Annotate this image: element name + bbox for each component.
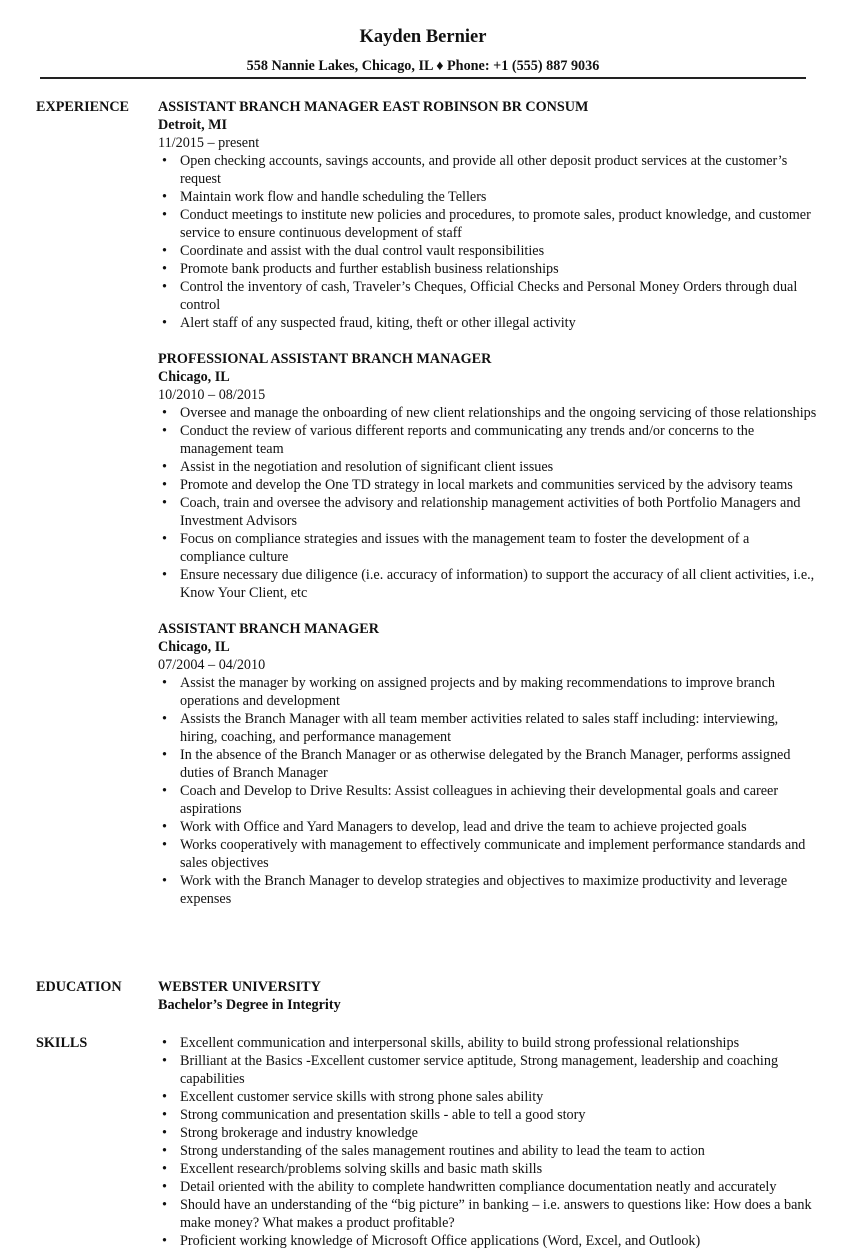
list-item: • Work with Office and Yard Managers to develop, lead and drive the team to achieve projected goals [158, 818, 818, 836]
list-item: • Strong communication and presentation skills - able to tell a good story [158, 1106, 818, 1124]
list-item: • Assists the Branch Manager with all team member activities related to sales staff including: interviewing, hiring, coaching, and performance management [158, 710, 818, 746]
list-item: • Alert staff of any suspected fraud, kiting, theft or other illegal activity [158, 314, 818, 332]
list-item: • Works cooperatively with management to effectively communicate and implement performance standards and sales objectives [158, 836, 818, 872]
degree: Bachelor’s Degree in Integrity [158, 997, 341, 1013]
list-item: • Should have an understanding of the “big picture” in banking – i.e. answers to questions like: How does a bank make money? What makes a product profitable? [158, 1196, 818, 1232]
list-item: • Open checking accounts, savings accounts, and provide all other deposit product services at the customer’s request [158, 152, 818, 188]
job-bullets [158, 404, 818, 602]
list-item: • Control the inventory of cash, Traveler’s Cheques, Official Checks and Personal Money Orders through dual control [158, 278, 818, 314]
job-location: Chicago, IL [158, 369, 230, 385]
skills-list [158, 1034, 818, 1250]
job-dates: 11/2015 – present [158, 135, 260, 151]
list-item: • Excellent communication and interpersonal skills, ability to build strong professional relationships [158, 1034, 818, 1052]
job-title: ASSISTANT BRANCH MANAGER [158, 621, 379, 637]
list-item: • Strong understanding of the sales management routines and ability to lead the team to action [158, 1142, 818, 1160]
list-item: • Proficient working knowledge of Microsoft Office applications (Word, Excel, and Outlook) [158, 1232, 818, 1250]
job-location: Detroit, MI [158, 117, 228, 133]
candidate-name: Kayden Bernier [359, 27, 487, 47]
job-dates: 10/2010 – 08/2015 [158, 387, 266, 403]
job-title: ASSISTANT BRANCH MANAGER EAST ROBINSON BR CONSUM [158, 99, 589, 115]
job-entry [158, 620, 818, 908]
list-item: • Focus on compliance strategies and issues with the management team to foster the development of a compliance culture [158, 530, 818, 566]
list-item: • Coach and Develop to Drive Results: Assist colleagues in achieving their developmental goals and career aspirations [158, 782, 818, 818]
skills-body [158, 1034, 818, 1250]
list-item: • Coordinate and assist with the dual control vault responsibilities [158, 242, 818, 260]
list-item: • Promote bank products and further establish business relationships [158, 260, 818, 278]
job-bullets [158, 152, 818, 332]
job-title: PROFESSIONAL ASSISTANT BRANCH MANAGER [158, 351, 492, 367]
education-body [158, 978, 818, 1014]
list-item: • Brilliant at the Basics -Excellent customer service aptitude, Strong management, leadership and coaching capabilities [158, 1052, 818, 1088]
list-item: • Detail oriented with the ability to complete handwritten compliance documentation neatly and accurately [158, 1178, 818, 1196]
job-entry [158, 98, 818, 332]
list-item: • Conduct meetings to institute new policies and procedures, to promote sales, product knowledge, and customer service to ensure continuous development of staff [158, 206, 818, 242]
list-item: • Strong brokerage and industry knowledge [158, 1124, 818, 1142]
experience-body [158, 98, 818, 926]
education-label: EDUCATION [36, 979, 122, 995]
skills-label: SKILLS [36, 1035, 88, 1051]
job-entry [158, 350, 818, 602]
school-name: WEBSTER UNIVERSITY [158, 979, 321, 995]
list-item: • Promote and develop the One TD strategy in local markets and communities serviced by the advisory teams [158, 476, 818, 494]
list-item: • Maintain work flow and handle scheduling the Tellers [158, 188, 818, 206]
job-location: Chicago, IL [158, 639, 230, 655]
list-item: • Oversee and manage the onboarding of new client relationships and the ongoing servicing of those relationships [158, 404, 818, 422]
resume-header [40, 24, 806, 75]
list-item: • Ensure necessary due diligence (i.e. accuracy of information) to support the accuracy of all client activities, i.e., Know Your Client, etc [158, 566, 818, 602]
list-item: • Assist the manager by working on assigned projects and by making recommendations to improve branch operations and development [158, 674, 818, 710]
list-item: • In the absence of the Branch Manager or as otherwise delegated by the Branch Manager, performs assigned duties of Branch Manager [158, 746, 818, 782]
job-dates: 07/2004 – 04/2010 [158, 657, 266, 673]
list-item: • Excellent research/problems solving skills and basic math skills [158, 1160, 818, 1178]
list-item: • Conduct the review of various different reports and communicating any trends and/or concerns to the management team [158, 422, 818, 458]
list-item: • Work with the Branch Manager to develop strategies and objectives to maximize productivity and leverage expenses [158, 872, 818, 908]
list-item: • Coach, train and oversee the advisory and relationship management activities of both Portfolio Managers and Investment Advisors [158, 494, 818, 530]
experience-label: EXPERIENCE [36, 99, 130, 115]
list-item: • Assist in the negotiation and resolution of significant client issues [158, 458, 818, 476]
list-item: • Excellent customer service skills with strong phone sales ability [158, 1088, 818, 1106]
contact-line: 558 Nannie Lakes, Chicago, IL ♦ Phone: +1 (555) 887 9036 [246, 58, 600, 74]
job-bullets [158, 674, 818, 908]
header-divider [40, 77, 806, 79]
